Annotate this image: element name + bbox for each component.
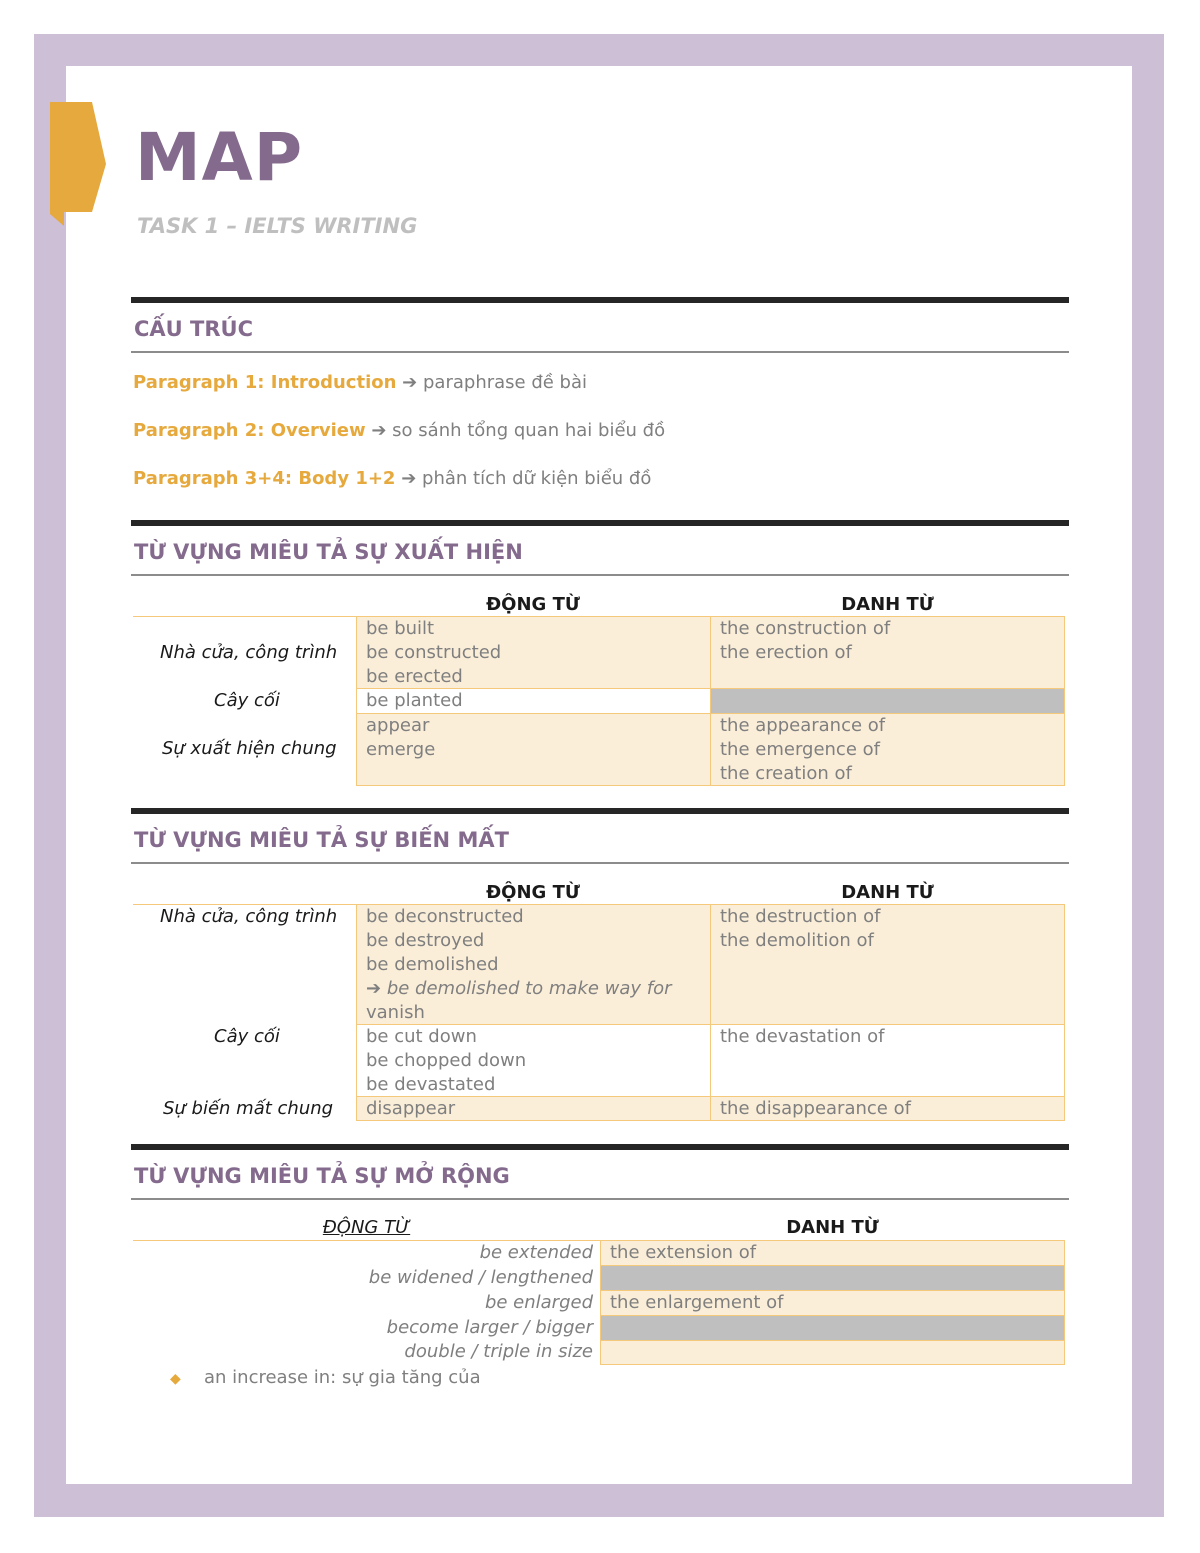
verb-item-italic [366,977,710,1001]
column-header-verb: ĐỘNG TỪ [486,594,580,615]
verb-cell [356,688,711,714]
noun-cell [600,1290,1065,1316]
section-rule-thin [131,574,1069,576]
column-header-noun: DANH TỪ [841,594,934,615]
paragraph-text: so sánh tổng quan hai biểu đồ [392,420,666,441]
section-rule-thick [131,1144,1069,1150]
paragraph-text: phân tích dữ kiện biểu đồ [422,468,652,489]
noun-item: the emergence of [720,739,880,760]
arrow-right-icon: ➔ [401,468,417,489]
verb-item: disappear [366,1098,456,1119]
noun-cell [710,904,1065,1025]
section-rule-thick [131,297,1069,303]
row-label: Sự xuất hiện chung [162,738,337,759]
noun-cell-empty [600,1315,1065,1341]
verb-item: be planted [366,690,463,711]
row-label: Sự biến mất chung [163,1098,334,1119]
section-rule-thin [131,862,1069,864]
arrow-right-icon: ➔ [366,978,382,999]
noun-cell [600,1240,1065,1266]
arrow-right-icon: ➔ [371,420,387,441]
noun-item: the construction of [720,618,891,639]
noun-item: the demolition of [720,930,874,951]
paragraph-label: Paragraph 1: Introduction [133,372,397,393]
verb-cell [356,1024,711,1097]
bullet-text: an increase in: sự gia tăng của [204,1367,481,1388]
column-header-verb: ĐỘNG TỪ [486,882,580,903]
noun-cell-empty [600,1265,1065,1291]
verb-item: double / triple in size [404,1341,593,1362]
verb-item: be extended [479,1242,593,1263]
noun-cell-empty [710,688,1065,714]
verb-cell [356,1096,711,1121]
section-heading-expansion: TỪ VỰNG MIÊU TẢ SỰ MỞ RỘNG [134,1164,510,1188]
verb-cell [356,616,711,689]
section-rule-thick [131,808,1069,814]
noun-cell [710,1024,1065,1097]
table-rule [133,616,356,617]
noun-cell [710,616,1065,689]
verb-item: become larger / bigger [386,1317,593,1338]
noun-item: the enlargement of [610,1292,784,1313]
noun-item: the disappearance of [720,1098,911,1119]
verb-item: be cut down [366,1026,477,1047]
column-header-noun: DANH TỪ [786,1217,879,1238]
row-label: Cây cối [214,1026,280,1047]
row-label: Nhà cửa, công trình [160,642,338,663]
section-heading-structure: CẤU TRÚC [134,317,253,341]
noun-item: the destruction of [720,906,881,927]
verb-item: be deconstructed [366,906,524,927]
paragraph-label: Paragraph 3+4: Body 1+2 [133,468,396,489]
noun-cell [600,1340,1065,1365]
verb-item: vanish [366,1002,425,1023]
verb-item: be destroyed [366,930,485,951]
section-rule-thin [131,1198,1069,1200]
noun-item: the extension of [610,1242,757,1263]
verb-italic-text: be demolished to make way for [386,978,672,999]
verb-item: be constructed [366,642,502,663]
paragraph-line-2 [133,418,665,444]
paragraph-line-1 [133,370,587,396]
noun-item: the devastation of [720,1026,885,1047]
row-label: Nhà cửa, công trình [160,906,338,927]
noun-item: the creation of [720,763,852,784]
column-header-noun: DANH TỪ [841,882,934,903]
column-header-verb: ĐỘNG TỪ [322,1217,411,1238]
noun-item: the appearance of [720,715,886,736]
section-heading-appearance: TỪ VỰNG MIÊU TẢ SỰ XUẤT HIỆN [134,540,523,564]
arrow-right-icon: ➔ [402,372,418,393]
verb-item: be enlarged [484,1292,593,1313]
section-heading-disappearance: TỪ VỰNG MIÊU TẢ SỰ BIẾN MẤT [134,828,509,852]
verb-cell [356,713,711,786]
verb-item: be chopped down [366,1050,527,1071]
noun-cell [710,1096,1065,1121]
verb-item: be erected [366,666,463,687]
paragraph-line-3 [133,466,651,492]
paragraph-text: paraphrase đề bài [423,372,588,393]
verb-item: be widened / lengthened [368,1267,593,1288]
noun-item: the erection of [720,642,852,663]
verb-item: be demolished [366,954,499,975]
section-rule-thin [131,351,1069,353]
verb-item: emerge [366,739,436,760]
verb-item: appear [366,715,430,736]
page-subtitle: TASK 1 – IELTS WRITING [137,214,418,238]
row-label: Cây cối [214,690,280,711]
verb-item: be devastated [366,1074,496,1095]
verb-item: be built [366,618,435,639]
bullet-note [170,1366,481,1391]
paragraph-label: Paragraph 2: Overview [133,420,366,441]
section-rule-thick [131,520,1069,526]
diamond-bullet-icon: ◆ [170,1371,181,1387]
noun-cell [710,713,1065,786]
verb-cell [356,904,711,1025]
page-title: MAP [135,119,304,196]
header-tab-ribbon [50,102,106,226]
